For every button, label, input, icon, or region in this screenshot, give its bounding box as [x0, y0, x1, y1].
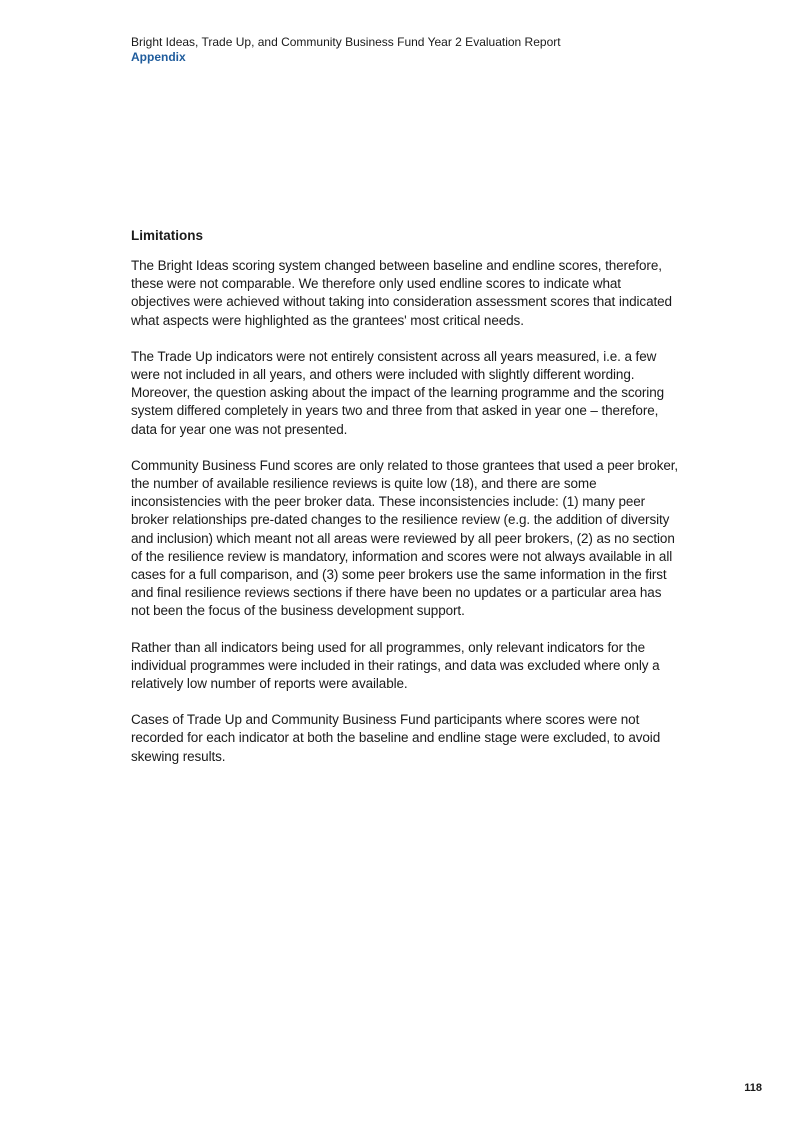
section-heading: Limitations [131, 228, 204, 243]
section-label: Appendix [131, 50, 186, 64]
report-title: Bright Ideas, Trade Up, and Community Business Fund Year 2 Evaluation Report [131, 35, 561, 49]
paragraph-excluded-cases: Cases of Trade Up and Community Business Fund participants where scores were not recorded for each indicator at both the baseline and endline stage were excluded, to avoid skewing results. [131, 712, 661, 764]
paragraph-community-business-fund: Community Business Fund scores are only related to those grantees that used a peer broker, the number of available resilience reviews is quite low (18), and there are some inconsistencies with the peer broker data. These inconsistencies include: (1) many peer broker relationships pre-dated changes to the resilience review (e.g. the addition of diversity and inclusion) which meant not all areas were reviewed by all peer brokers, (2) as no section of the resilience review is mandatory, information and scores were not always available in all cases for a full comparison, and (3) some peer brokers use the same information in the first and final resilience reviews sections if there have been no updates or a particular area has not been the focus of the business development support. [131, 457, 679, 619]
limitations-section [131, 226, 679, 784]
paragraph-bright-ideas: The Bright Ideas scoring system changed between baseline and endline scores, therefore, these were not comparable. We therefore only used endline scores to indicate what objectives were achieved without taking into consideration assessment scores that indicated what aspects were highlighted as the grantees' most critical needs. [131, 258, 672, 328]
paragraph-indicators: Rather than all indicators being used for all programmes, only relevant indicators for the individual programmes were included in their ratings, and data was excluded where only a relatively low number of reports were available. [131, 639, 660, 692]
page-number: 118 [744, 1082, 762, 1094]
paragraph-trade-up: The Trade Up indicators were not entirely consistent across all years measured, i.e. a few were not included in all years, and others were included with slightly different wording. Moreover, the question asking about the impact of the learning programme and the scoring system differed completely in years two and three from that asked in year one – therefore, data for year one was not presented. [131, 348, 665, 437]
running-header [131, 35, 561, 65]
